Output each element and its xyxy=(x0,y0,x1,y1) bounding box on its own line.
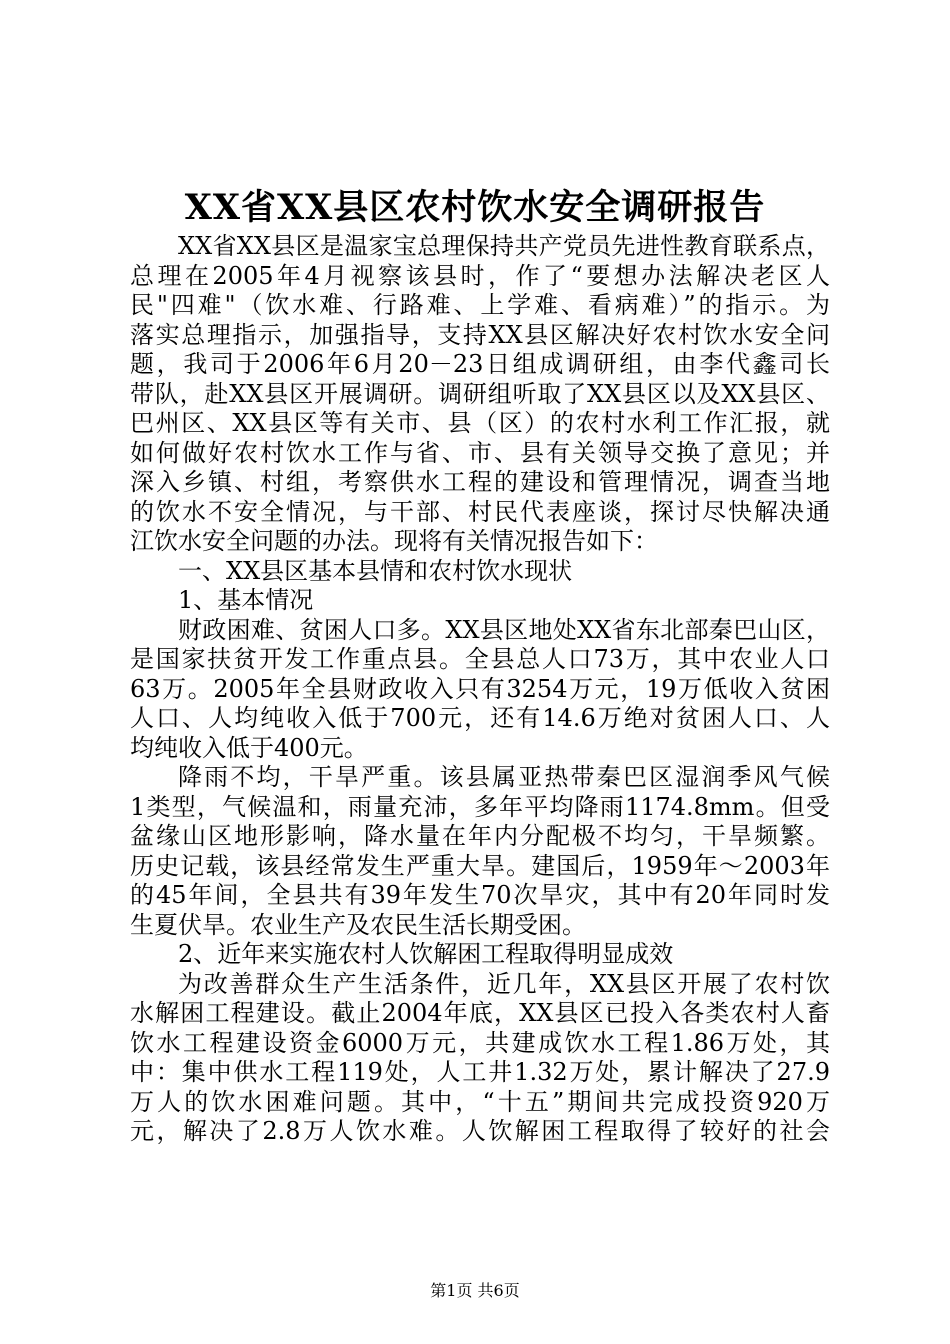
text-line: 民"四难"（饮水难、行路难、上学难、看病难）”的指示。为 xyxy=(130,291,830,319)
text-line: 深入乡镇、村组，考察供水工程的建设和管理情况，调查当地 xyxy=(130,468,830,496)
text-line: 巴州区、XX县区等有关市、县（区）的农村水利工作汇报，就 xyxy=(130,409,830,437)
text-line: 均纯收入低于400元。 xyxy=(130,733,368,762)
text-line: 带队，赴XX县区开展调研。调研组听取了XX县区以及XX县区、 xyxy=(130,379,830,408)
text-line: 降雨不均，干旱严重。该县属亚热带秦巴区湿润季风气候 xyxy=(178,763,830,791)
text-line: 2、近年来实施农村人饮解困工程取得明显成效 xyxy=(178,940,674,968)
text-line: 人口、人均纯收入低于700元，还有14.6万绝对贫困人口、人 xyxy=(130,704,830,732)
text-line: 1、基本情况 xyxy=(178,586,314,614)
text-line: XX省XX县区是温家宝总理保持共产党员先进性教育联系点， xyxy=(178,232,830,260)
page-footer: 第1页 共6页 xyxy=(430,1281,520,1300)
text-line: 财政困难、贫困人口多。XX县区地处XX省东北部秦巴山区， xyxy=(178,615,830,644)
text-line: 中：集中供水工程119处，人工井1.32万处，累计解决了27.9 xyxy=(130,1058,830,1086)
text-line: 的45年间，全县共有39年发生70次旱灾，其中有20年同时发 xyxy=(130,881,830,909)
text-line: 历史记载，该县经常发生严重大旱。建国后，1959年～2003年 xyxy=(130,851,830,880)
text-line: 水解困工程建设。截止2004年底，XX县区已投入各类农村人畜 xyxy=(130,999,830,1027)
text-line: 元，解决了2.8万人饮水难。人饮解困工程取得了较好的社会 xyxy=(130,1117,830,1145)
text-line: 题，我司于2006年6月20－23日组成调研组，由李代鑫司长 xyxy=(130,350,830,378)
text-line: 63万。2005年全县财政收入只有3254万元，19万低收入贫困 xyxy=(130,674,830,703)
text-line: 是国家扶贫开发工作重点县。全县总人口73万，其中农业人口 xyxy=(130,645,830,673)
text-line: 为改善群众生产生活条件，近几年，XX县区开展了农村饮 xyxy=(178,969,830,998)
text-line: 饮水工程建设资金6000万元，共建成饮水工程1.86万处，其 xyxy=(130,1028,830,1057)
text-line: 总理在2005年4月视察该县时，作了“要想办法解决老区人 xyxy=(130,261,830,290)
document-title: XX省XX县区农村饮水安全调研报告 xyxy=(184,187,766,228)
document-body xyxy=(130,232,830,1147)
text-line: 盆缘山区地形影响，降水量在年内分配极不均匀，干旱频繁。 xyxy=(130,822,830,850)
text-line: 如何做好农村饮水工作与省、市、县有关领导交换了意见；并 xyxy=(130,438,830,467)
text-line: 万人的饮水困难问题。其中，“十五”期间共完成投资920万 xyxy=(130,1087,830,1116)
text-line: 江饮水安全问题的办法。现将有关情况报告如下： xyxy=(130,527,658,555)
text-line: 的饮水不安全情况，与干部、村民代表座谈，探讨尽快解决通 xyxy=(130,497,830,526)
text-line: 生夏伏旱。农业生产及农民生活长期受困。 xyxy=(130,910,586,939)
text-line: 落实总理指示，加强指导，支持XX县区解决好农村饮水安全问 xyxy=(130,320,830,349)
text-line: 一、XX县区基本县情和农村饮水现状 xyxy=(178,556,573,585)
text-line: 1类型，气候温和，雨量充沛，多年平均降雨1174.8mm。但受 xyxy=(130,792,830,821)
